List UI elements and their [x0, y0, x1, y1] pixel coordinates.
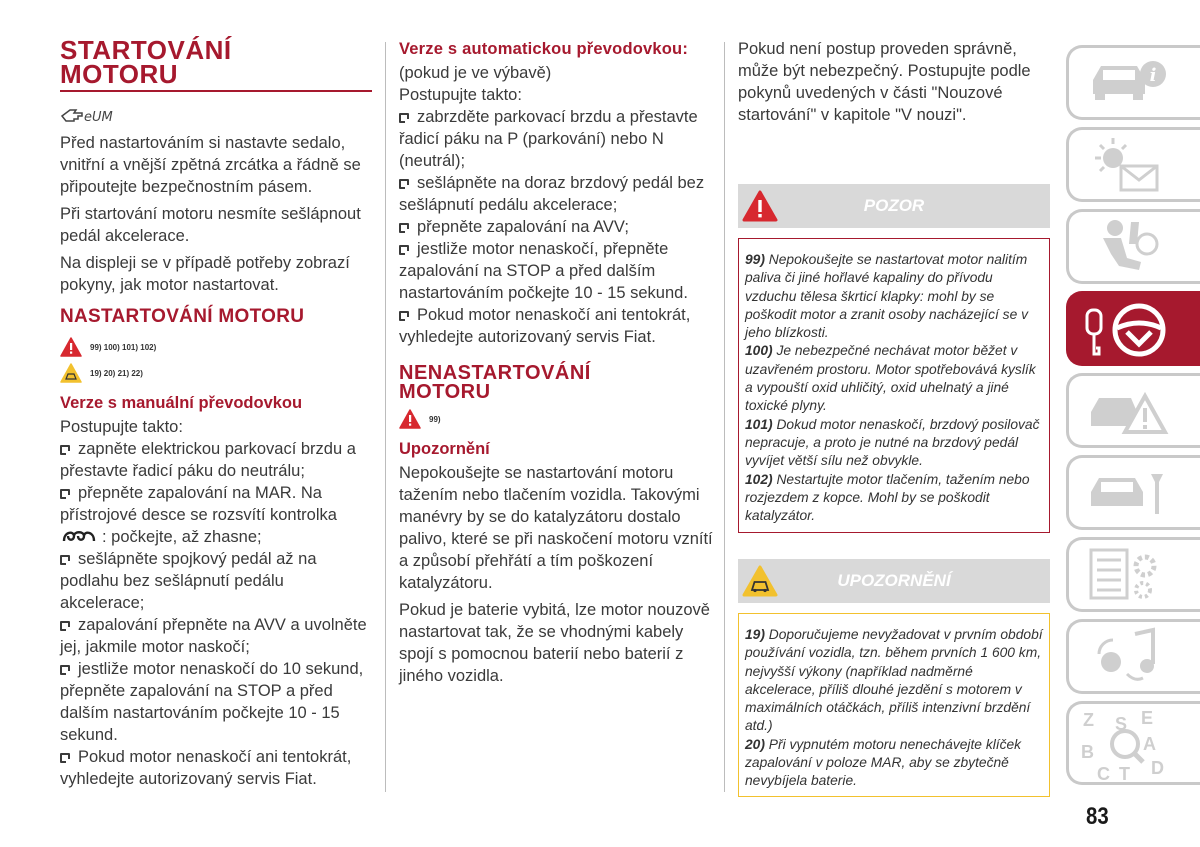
- page-title: STARTOVÁNÍ MOTORU: [60, 35, 232, 89]
- step-item: zapalování přepněte na AVV a uvolněte jej, jakmile motor naskočí;: [60, 616, 367, 656]
- warning-item: 102) Nestartujte motor tlačením, tažením nebo rozjezdem z kopce. Mohl by se poškodit katalyzátor.: [745, 471, 1030, 524]
- step-item: Pokud motor nenaskočí ani tentokrát, vyhledejte autorizovaný servis Fiat.: [60, 748, 352, 788]
- car-info-icon: [1081, 50, 1181, 116]
- emergency-triangle-icon: [1081, 378, 1181, 444]
- bullet-icon: [399, 311, 409, 321]
- warning-triangle-icon: [60, 337, 82, 357]
- bullet-icon: [60, 445, 70, 455]
- index-letters-icon: Z E S B A C T D: [1081, 708, 1164, 784]
- title-rule: [60, 90, 372, 92]
- bullet-icon: [399, 245, 409, 255]
- bullet-icon: [60, 665, 70, 675]
- car-wrench-icon: [1081, 460, 1181, 526]
- step-item: sešlápněte spojkový pedál až na podlahu bez sešlápnutí pedálu akcelerace;: [60, 550, 317, 612]
- caution-box-header: UPOZORNĚNÍ: [738, 559, 1050, 603]
- column-3: [738, 38, 1050, 131]
- column-1: [60, 35, 372, 790]
- column-2: [399, 38, 714, 692]
- bullet-icon: [60, 621, 70, 631]
- step-item: : počkejte, až zhasne;: [60, 526, 372, 548]
- bullet-icon: [399, 223, 409, 233]
- tab-index[interactable]: [1066, 701, 1200, 785]
- tab-multimedia[interactable]: [1066, 619, 1200, 694]
- step-item: zabrzděte parkovací brzdu a přestavte řadicí páku na P (parkování) nebo N (neutrál);: [399, 108, 698, 170]
- intro-paragraph: Na displeji se v případě potřeby zobrazí pokyny, jak motor nastartovat.: [60, 254, 350, 294]
- subsection-heading: Verze s manuální převodovkou: [60, 394, 303, 412]
- caution-triangle-icon: [60, 363, 82, 383]
- warning-item: 100) Je nebezpečné nechávat motor běžet v uzavřeném prostoru. Motor spotřebovává kyslík a vypouští oxid uhličitý, oxid uhelnatý a jiné toxické plyny.: [745, 343, 1036, 414]
- subsection-heading: Verze s automatickou převodovkou:: [399, 40, 689, 58]
- tab-maintenance[interactable]: [1066, 455, 1200, 530]
- subsection-heading: Upozornění: [399, 440, 490, 458]
- caution-reference-row: 19) 20) 21) 22): [60, 362, 372, 384]
- warning-item: 99) Nepokoušejte se nastartovat motor nalitím paliva či jiné hořlavé kapaliny do přívodu vzduchu tělesa škrticí klapky: mohl by se poškodit motor a zranit osoby nacházející se v jeho blízkosti.: [745, 252, 1028, 341]
- bullet-icon: [60, 489, 70, 499]
- caution-box: [738, 559, 1050, 797]
- glow-plug-icon: [60, 529, 100, 543]
- bullet-icon: [399, 113, 409, 123]
- warning-item: 101) Dokud motor nenaskočí, brzdový posilovač nepracuje, a proto je nutné na brzdový pedál vyvíjet větší sílu než obvykle.: [745, 416, 1040, 469]
- warning-reference-row: 99): [399, 408, 714, 430]
- step-item: přepněte zapalování na MAR. Na přístrojové desce se rozsvítí kontrolka: [60, 484, 337, 524]
- warning-triangle-icon: [399, 409, 421, 429]
- warning-box-header: POZOR: [738, 184, 1050, 228]
- tab-dashboard-info[interactable]: [1066, 45, 1200, 120]
- page-number: 83: [1086, 803, 1109, 830]
- tab-emergency[interactable]: [1066, 373, 1200, 448]
- step-item: zapněte elektrickou parkovací brzdu a přestavte řadicí páku do neutrálu;: [60, 440, 356, 480]
- caution-item: 19) Doporučujeme nevyžadovat v prvním období používání vozidla, tzn. během prvních 1 600 km, nejvyšší výkony (například nadměrné akcelerace, příliš dlouhé jezdění s motorem v maximálních otáčkách, příliš intenzivní brzdění atd.): [745, 627, 1043, 734]
- tab-safety[interactable]: [1066, 209, 1200, 284]
- key-steering-icon: [1079, 296, 1179, 362]
- warning-box-body: [738, 238, 1050, 533]
- section-heading: NASTARTOVÁNÍ MOTORU: [60, 306, 305, 327]
- tab-technical-data[interactable]: [1066, 537, 1200, 612]
- intro-paragraph: Při startování motoru nesmíte sešlápnout pedál akcelerace.: [60, 205, 361, 245]
- intro-paragraph: Pokud není postup proveden správně, může být nebezpečný. Postupujte podle pokynů uvedených v části "Nouzové startování" v kapitole "V nouzi".: [738, 40, 1031, 124]
- step-lead: Postupujte takto:: [399, 86, 522, 104]
- warning-box: [738, 184, 1050, 533]
- tab-lights-warnings[interactable]: [1066, 127, 1200, 202]
- step-lead: Postupujte takto:: [60, 418, 183, 436]
- version-note: (pokud je ve výbavě): [399, 64, 552, 82]
- notice-paragraph: Nepokoušejte se nastartování motoru tažením nebo tlačením vozidla. Takovými manévry by se do katalyzátoru dostalo palivo, které se při naskočení motoru vznítí a způsobí přehřátí a tím poškození katalyzátoru.: [399, 464, 713, 592]
- step-item: přepněte zapalování na AVV;: [399, 216, 714, 238]
- svg-text:i: i: [1149, 65, 1157, 86]
- seat-airbag-icon: [1081, 214, 1181, 280]
- bullet-icon: [399, 179, 409, 189]
- bullet-icon: [60, 753, 70, 763]
- svg-text:eUM: eUM: [84, 110, 113, 125]
- step-item: Pokud motor nenaskočí ani tentokrát, vyhledejte autorizovaný servis Fiat.: [399, 306, 691, 346]
- column-divider: [385, 42, 386, 792]
- step-item: sešlápněte na doraz brzdový pedál bez sešlápnutí pedálu akcelerace;: [399, 174, 705, 214]
- warning-reference-row: 99) 100) 101) 102): [60, 336, 372, 358]
- lights-mail-icon: [1081, 132, 1181, 198]
- settings-list-icon: [1081, 542, 1181, 608]
- intro-paragraph: Před nastartováním si nastavte sedalo, vnitřní a vnější zpětná zrcátka a řádně se připoutejte bezpečnostním pásem.: [60, 134, 361, 196]
- tab-starting-driving[interactable]: [1066, 291, 1200, 366]
- eco-start-icon: [60, 104, 372, 128]
- caution-box-body: [738, 613, 1050, 797]
- caution-item: 20) Při vypnutém motoru nenechávejte klíček zapalování v poloze MAR, aby se zbytečně nevybíjela baterie.: [745, 736, 1022, 789]
- step-item: jestliže motor nenaskočí do 10 sekund, přepněte zapalování na STOP a před dalším nastartováním počkejte 10 - 15 sekund.: [60, 660, 364, 744]
- section-heading: NENASTARTOVÁNÍ MOTORU: [399, 362, 591, 403]
- column-divider: [724, 42, 725, 792]
- notice-paragraph: Pokud je baterie vybitá, lze motor nouzově nastartovat tak, že se vhodnými kabely spojí s pomocnou baterií nebo baterií z jiného vozidla.: [399, 601, 710, 685]
- bullet-icon: [60, 555, 70, 565]
- step-item: jestliže motor nenaskočí, přepněte zapalování na STOP a před dalším nastartováním počkejte 10 - 15 sekund.: [399, 240, 688, 302]
- media-phone-icon: [1081, 624, 1181, 690]
